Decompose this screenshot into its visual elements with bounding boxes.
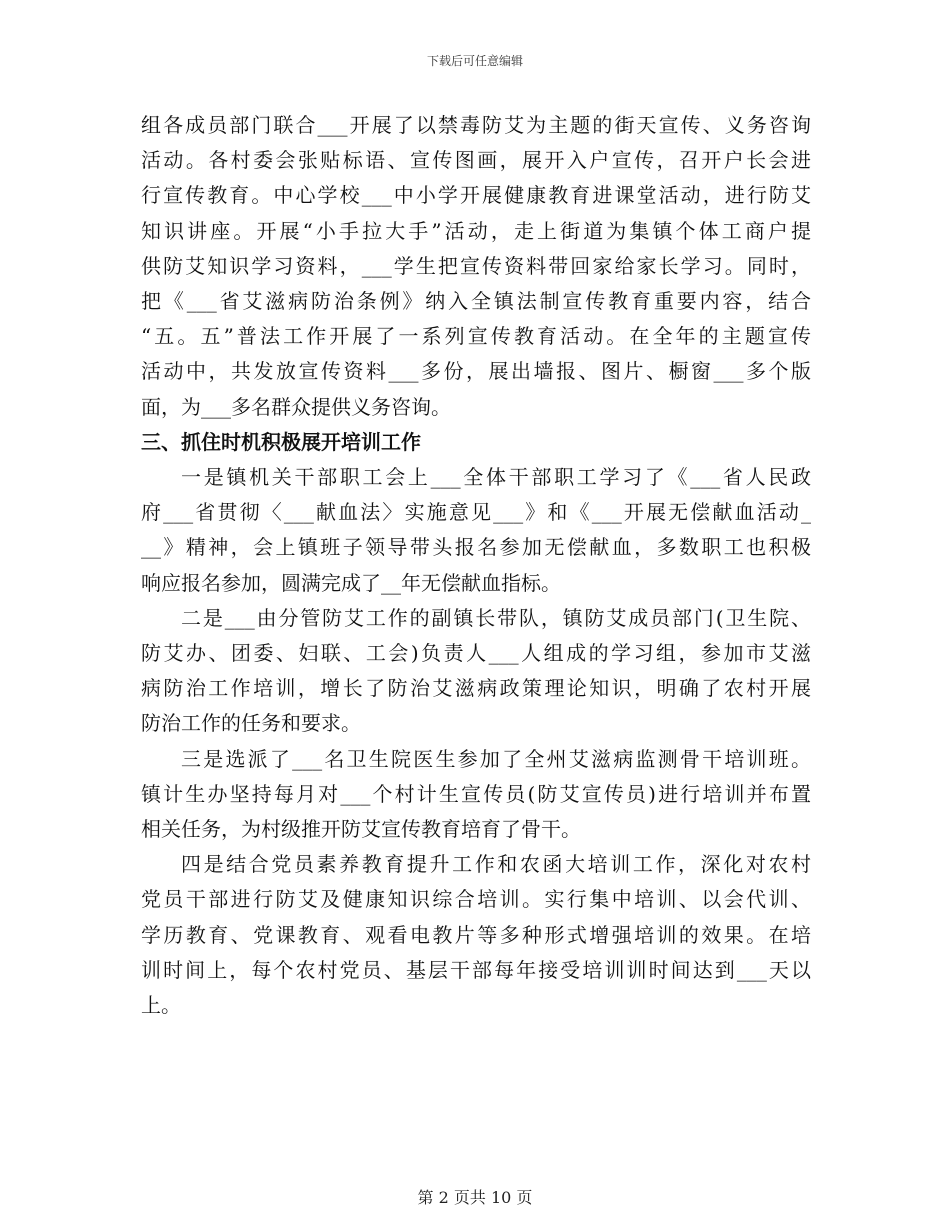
paragraph-fourth [141,847,811,1023]
text-line: 防治工作的任务和要求。 [141,711,361,736]
text-line: 二是___由分管防艾工作的副镇长带队，镇防艾成员部门(卫生院、 [181,605,811,630]
text-line: 活动中，共发放宣传资料___多份，展出墙报、图片、橱窗___多个版 [141,359,811,384]
text-line: 防艾办、团委、妇联、工会)负责人___人组成的学习组，参加市艾滋 [141,641,811,666]
document-body [141,108,811,1023]
text-line: 知识讲座。开展“小手拉大手”活动，走上街道为集镇个体工商户提 [141,218,811,243]
text-line: 训时间上，每个农村党员、基层干部每年接受培训训时间达到___天以 [141,957,811,982]
paragraph-second [141,601,811,742]
text-line: 三是选派了___名卫生院医生参加了全州艾滋病监测骨干培训班。 [181,746,811,771]
text-line: 组各成员部门联合___开展了以禁毒防艾为主题的街天宣传、义务咨询 [141,113,811,137]
text-line: 一是镇机关干部职工会上___全体干部职工学习了《___省人民政 [181,465,811,490]
text-line: 镇计生办坚持每月对___个村计生宣传员(防艾宣传员)进行培训并布置 [141,781,811,806]
section-heading: 三、抓住时机积极展开培训工作 [141,429,421,454]
paragraph-first [141,460,811,601]
text-line: 面，为___多名群众提供义务咨询。 [141,394,451,419]
text-line: 府___省贯彻〈___献血法〉实施意见___》和《___开展无偿献血活动_ [141,500,811,525]
text-line: 病防治工作培训，增长了防治艾滋病政策理论知识，明确了农村开展 [141,676,811,701]
text-line: 把《___省艾滋病防治条例》纳入全镇法制宣传教育重要内容，结合 [141,289,811,314]
text-line: 四是结合党员素养教育提升工作和农函大培训工作，深化对农村 [181,852,811,877]
text-line: “五。五”普法工作开展了一系列宣传教育活动。在全年的主题宣传 [141,324,811,349]
text-line: 供防艾知识学习资料，___学生把宣传资料带回家给家长学习。同时， [141,253,811,278]
page-footer: 第 2 页共 10 页 [417,1188,533,1207]
paragraph-publicity [141,108,811,425]
text-line: __》精神，会上镇班子领导带头报名参加无偿献血，多数职工也积极 [141,535,811,560]
text-line: 活动。各村委会张贴标语、宣传图画，展开入户宣传，召开户长会进 [141,148,811,173]
text-line: 响应报名参加，圆满完成了__年无偿献血指标。 [141,570,561,595]
text-line: 上。 [141,993,181,1018]
paragraph-third [141,742,811,848]
text-line: 行宣传教育。中心学校___中小学开展健康教育进课堂活动，进行防艾 [141,183,811,208]
page-header: 下载后可任意编辑 [426,54,523,68]
text-line: 学历教育、党课教育、观看电教片等多种形式增强培训的效果。在培 [141,922,811,947]
text-line: 党员干部进行防艾及健康知识综合培训。实行集中培训、以会代训、 [141,887,811,912]
text-line: 相关任务，为村级推开防艾宣传教育培育了骨干。 [141,817,581,842]
